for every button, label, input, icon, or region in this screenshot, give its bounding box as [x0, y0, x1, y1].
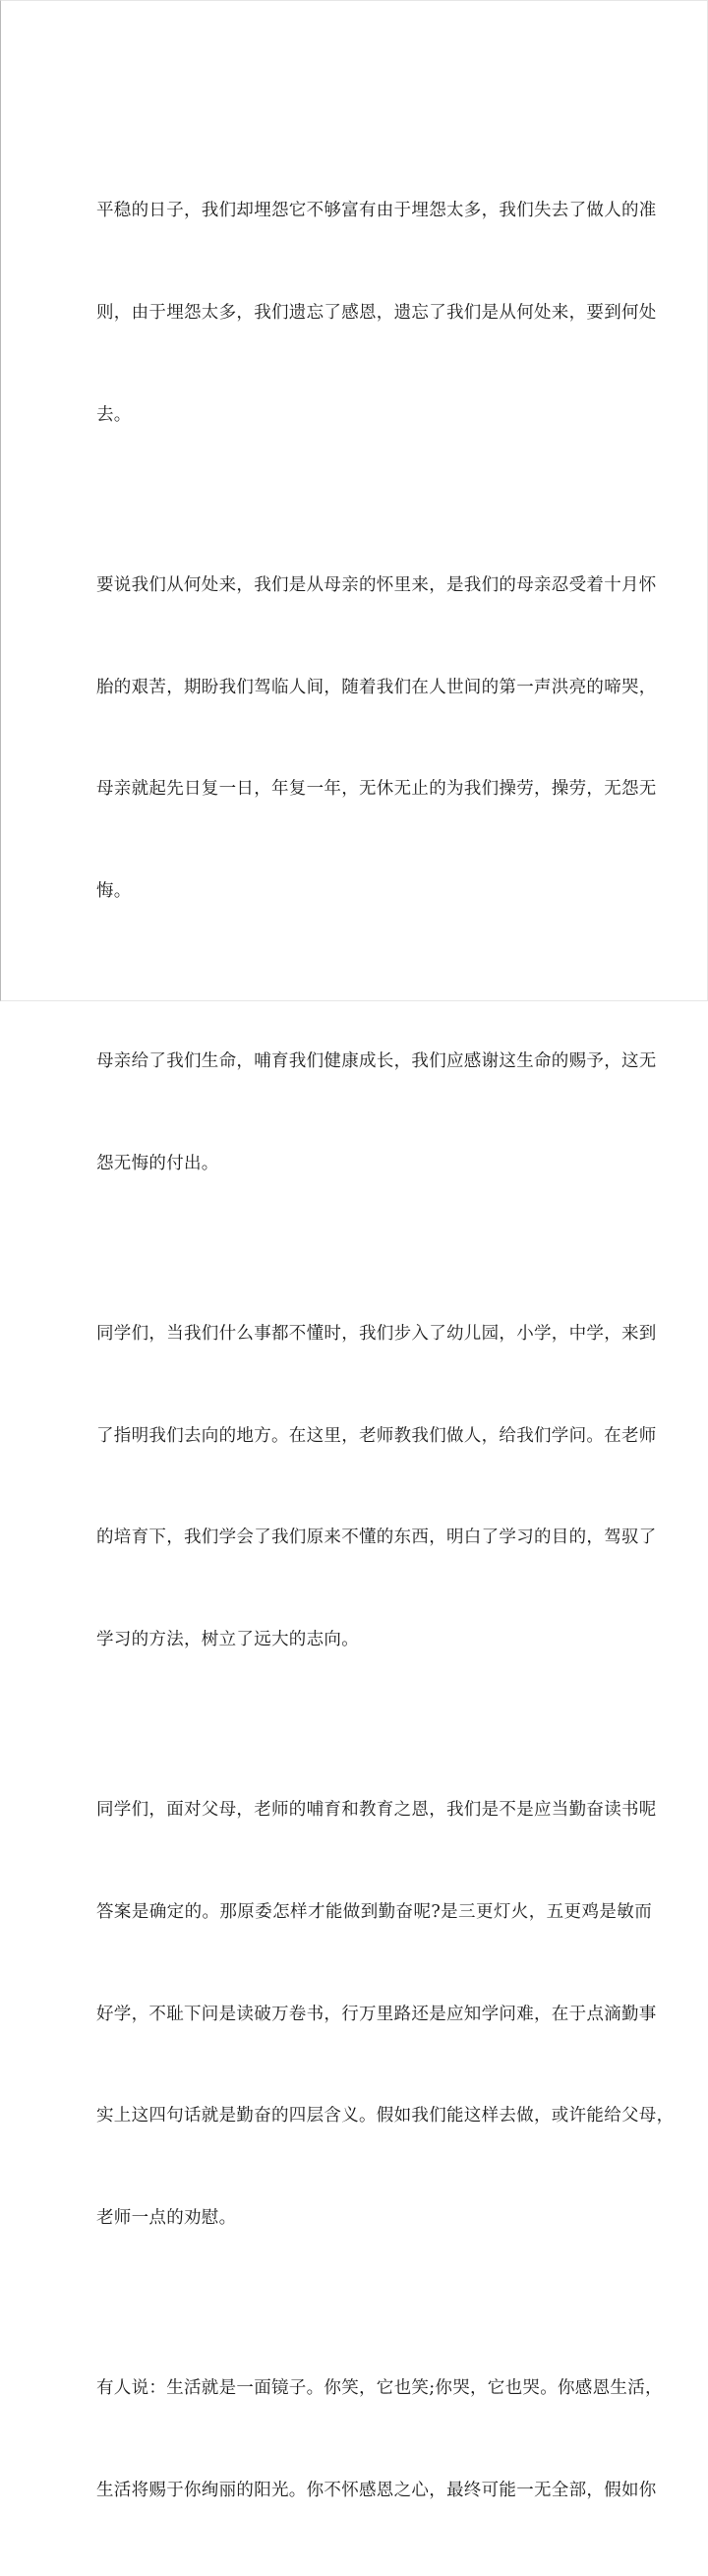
text-line: 同学们，当我们什么事都不懂时，我们步入了幼儿园，小学，中学，来到: [96, 1323, 657, 1344]
paragraph-6: [96, 2304, 663, 2576]
text-line: 同学们，面对父母，老师的哺育和教育之恩，我们是不是应当勤奋读书呢: [96, 1800, 657, 1821]
text-line: 要说我们从何处来，我们是从母亲的怀里来，是我们的母亲忍受着十月怀: [96, 574, 657, 595]
text-line: 有人说：生活就是一面镜子。你笑，它也笑;你哭，它也哭。你感恩生活，: [96, 2378, 663, 2399]
text-line: 母亲给了我们生命，哺育我们健康成长，我们应感谢这生命的赐予，这无: [96, 1051, 657, 1072]
text-line: 平稳的日子，我们却埋怨它不够富有由于埋怨太多，我们失去了做人的准: [96, 201, 657, 221]
paragraph-3: [96, 977, 657, 1249]
text-line: 了指明我们去向的地方。在这里，老师教我们做人，给我们学问。在老师: [96, 1425, 657, 1446]
paragraph-4: [96, 1249, 657, 1725]
paragraph-5: [96, 1725, 675, 2304]
text-line: 胎的艰苦，期盼我们驾临人间，随着我们在人世间的第一声洪亮的啼哭，: [96, 677, 657, 697]
text-line: 则，由于埋怨太多，我们遗忘了感恩，遗忘了我们是从何处来，要到何处: [96, 302, 657, 323]
text-line: 好学，不耻下问是读破万卷书，行万里路还是应知学问难，在于点滴勤事: [96, 2004, 657, 2024]
text-line: 去。: [96, 404, 132, 425]
text-line: 的培育下，我们学会了我们原来不懂的东西，明白了学习的目的，驾驭了: [96, 1528, 657, 1548]
text-line: 母亲就起先日复一日，年复一年，无休无止的为我们操劳，操劳，无怨无: [96, 779, 657, 800]
text-line: 老师一点的劝慰。: [96, 2208, 237, 2229]
text-line: 答案是确定的。那原委怎样才能做到勤奋呢?是三更灯火，五更鸡是敏而: [96, 1901, 652, 1922]
text-line: 学习的方法，树立了远大的志向。: [96, 1630, 359, 1650]
paragraph-2: [96, 501, 657, 977]
text-line: 实上这四句话就是勤奋的四层含义。假如我们能这样去做，或许能给父母，: [96, 2106, 675, 2127]
text-line: 怨无悔的付出。: [96, 1153, 219, 1173]
document-body: [96, 126, 675, 2576]
text-line: 悔。: [96, 881, 132, 902]
text-line: 生活将赐于你绚丽的阳光。你不怀感恩之心，最终可能一无全部，假如你: [96, 2480, 657, 2500]
paragraph-1: [96, 126, 657, 501]
